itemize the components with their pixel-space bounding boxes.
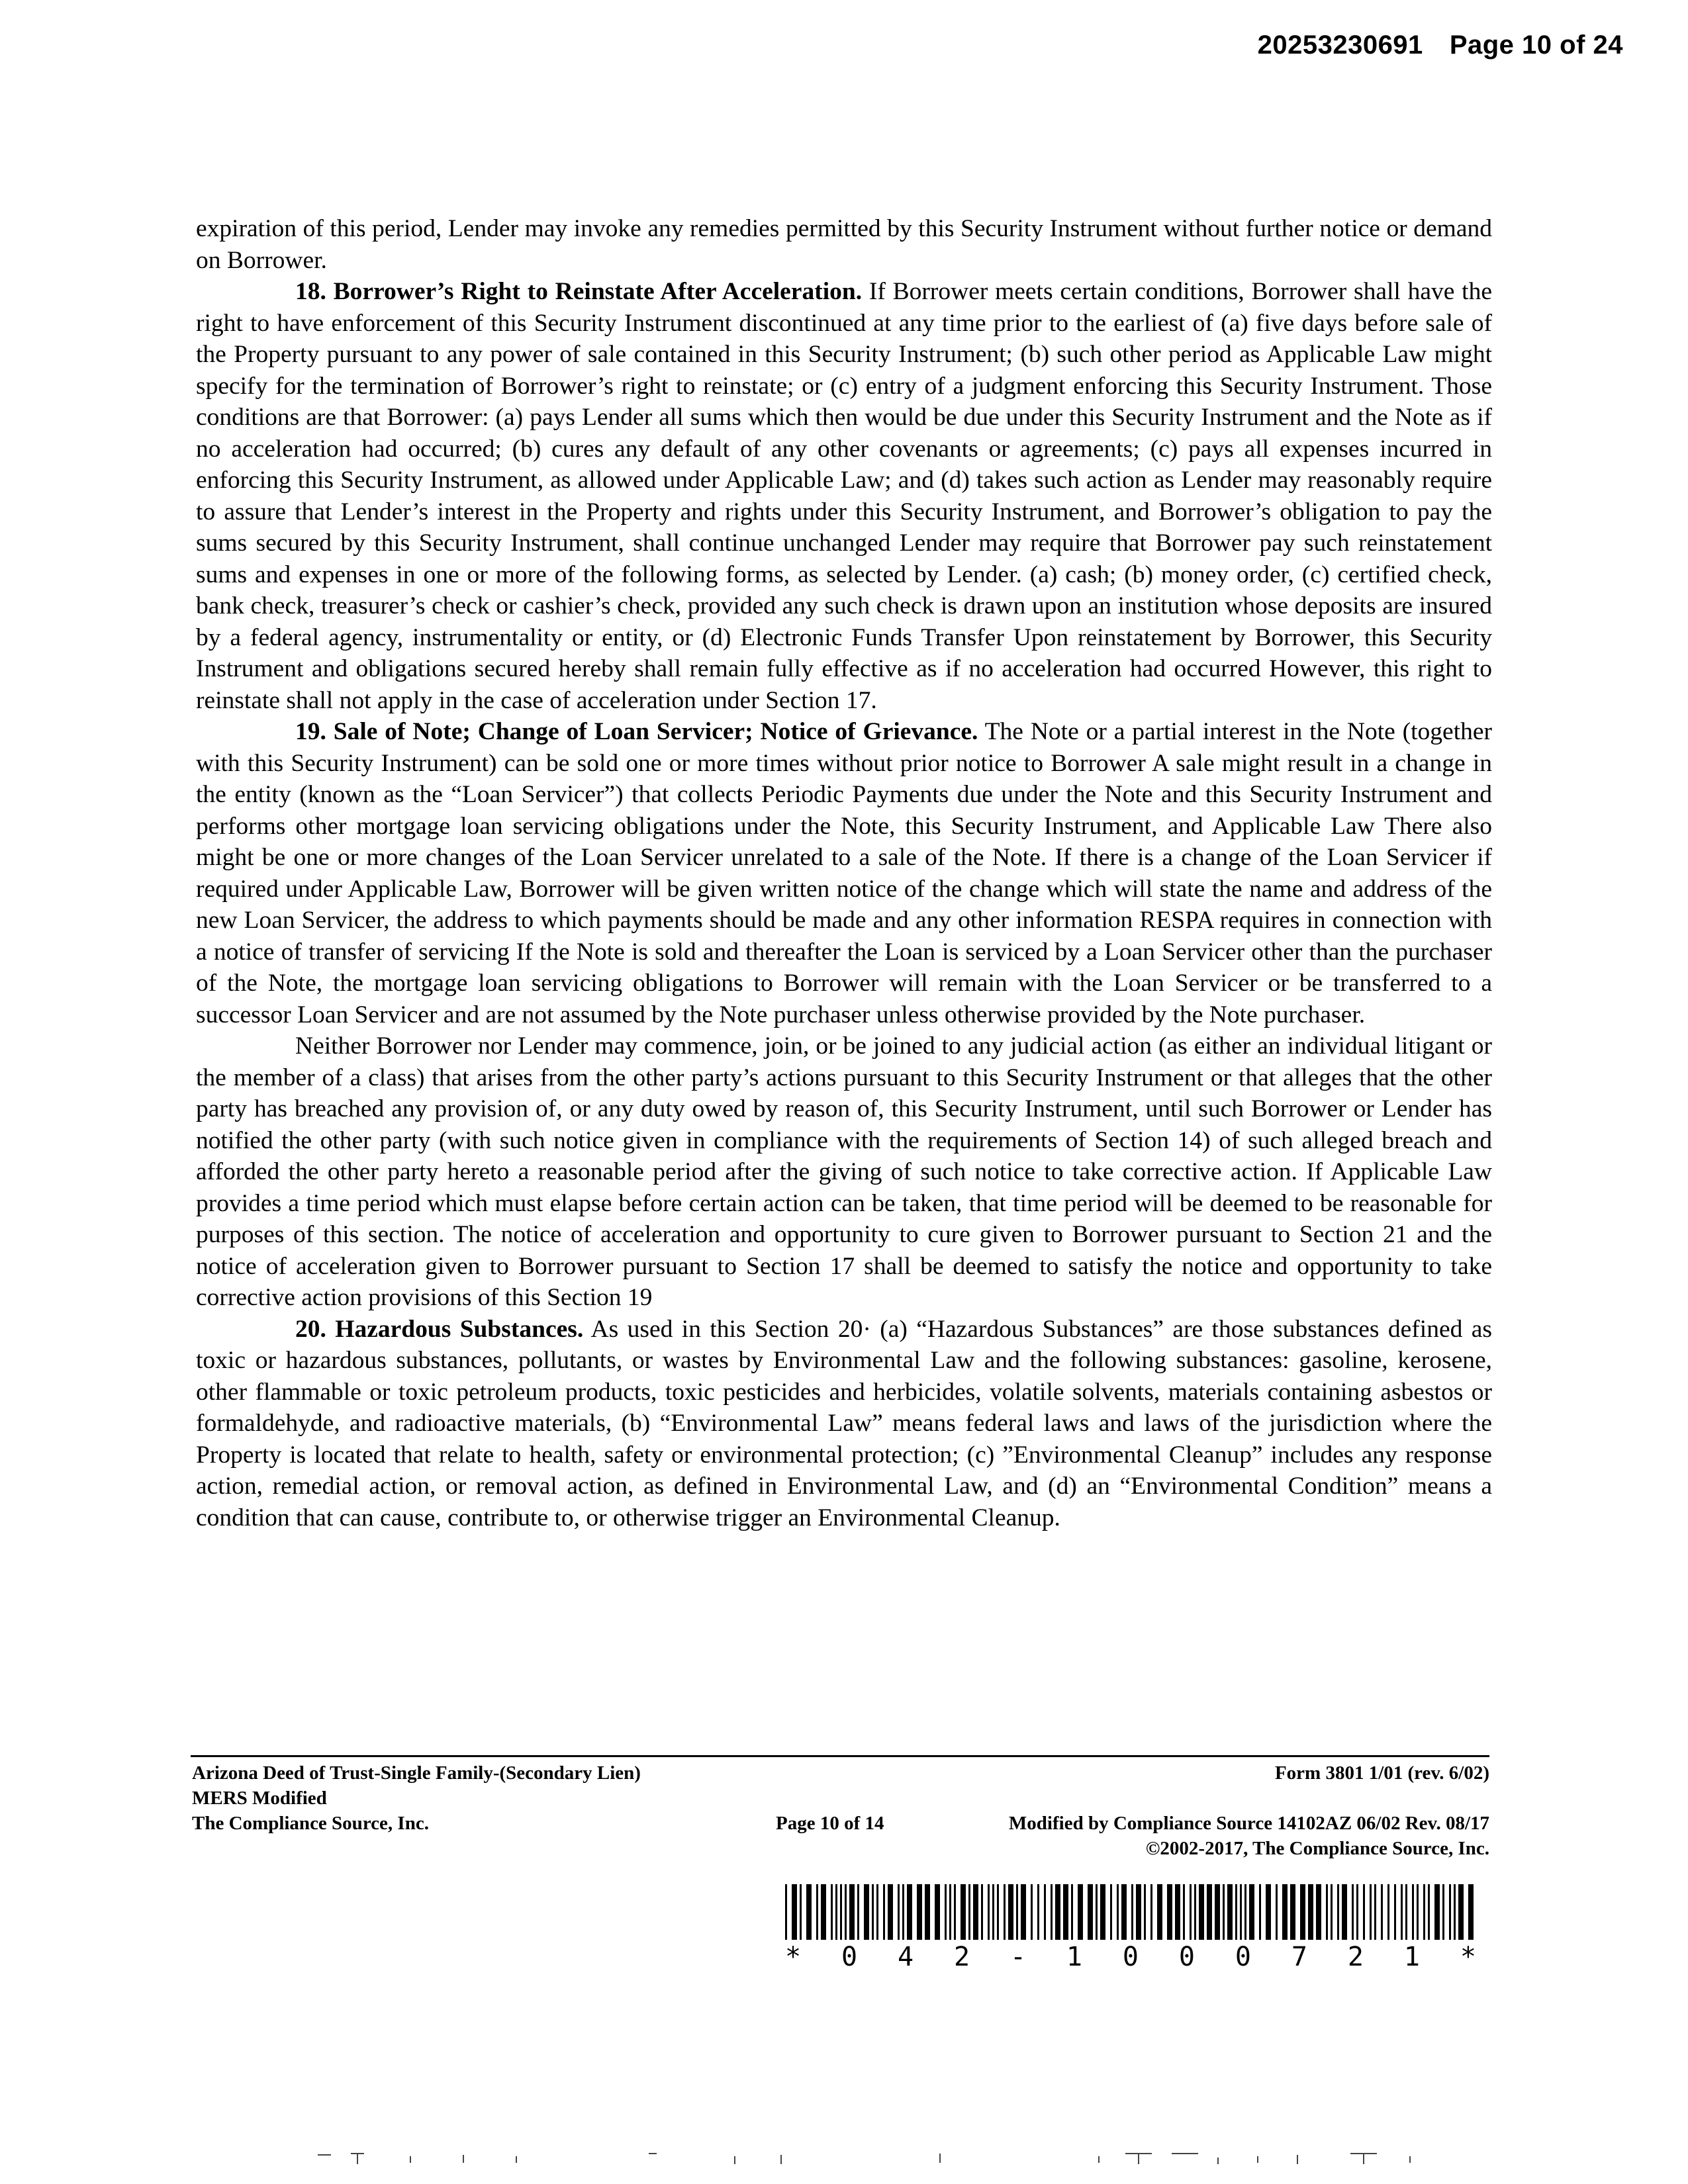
barcode-bar <box>945 1884 947 1940</box>
barcode-bar <box>1454 1884 1456 1940</box>
barcode-bar <box>935 1884 940 1940</box>
barcode-bar <box>1337 1884 1339 1940</box>
barcode-bar <box>872 1884 874 1940</box>
barcode-bar <box>1434 1884 1440 1940</box>
barcode-bar <box>845 1884 847 1940</box>
barcode-bar <box>1121 1884 1127 1940</box>
section-19 <box>196 716 1492 1030</box>
barcode-bar <box>1356 1884 1358 1940</box>
barcode-bar <box>1223 1884 1225 1940</box>
barcode-char: 7 <box>1291 1942 1307 1972</box>
barcode-bar <box>1300 1884 1305 1940</box>
barcode-bar <box>1088 1884 1093 1940</box>
barcode-bar <box>1016 1884 1018 1940</box>
barcode-bar <box>1150 1884 1152 1940</box>
barcode-char: * <box>1460 1942 1476 1972</box>
barcode-bar <box>1326 1884 1328 1940</box>
barcode-bar <box>1207 1884 1212 1940</box>
barcode-bar <box>1183 1884 1185 1940</box>
barcode-bar <box>949 1884 951 1940</box>
barcode-char: 0 <box>841 1942 858 1972</box>
paragraph-neither: Neither Borrower nor Lender may commence, join, or be joined to any judicial action (as either an individual litigant or the member of a class) that arises from the other party’s actions pursuant to this Security Instrument or that alleges that the other party has breached any provision of, or any duty owed by reason of, this Security Instrument, until such Borrower or Lender has notified the other party (with such notice given in compliance with the requirements of Section 14) of such alleged breach and afforded the other party hereto a reasonable period after the giving of such notice to take corrective action. If Applicable Law provides a time period which must elapse before certain action can be taken, that time period will be deemed to be reasonable for purposes of this section. The notice of acceleration and opportunity to cure given to Borrower pursuant to Section 21 and the notice of acceleration given to Borrower pursuant to Section 17 shall be deemed to satisfy the notice and opportunity to take corrective action provisions of this Section 19 <box>196 1032 1492 1311</box>
section-19-text: The Note or a partial interest in the Note (together with this Security Instrument) can be sold one or more times without prior notice to Borrower A sale might result in a change in the entity (known as the “Loan Servicer”) that collects Periodic Payments due under the Note and this Security Instrument and performs other mortgage loan servicing obligations under the Note, this Security Instrument, and Applicable Law There also might be one or more changes of the Loan Servicer unrelated to a sale of the Note. If there is a change of the Loan Servicer if required under Applicable Law, Borrower will be given written notice of the change which will state the name and address of the new Loan Servicer, the address to which payments should be made and any other information RESPA requires in connection with a notice of transfer of servicing If the Note is sold and thereafter the Loan is serviced by a Loan Servicer other than the purchaser of the Note, the mortgage loan servicing obligations to Borrower will remain with the Loan Servicer or be transferred to a successor Loan Servicer and are not assumed by the Note purchaser unless otherwise provided by the Note purchaser. <box>196 718 1492 1028</box>
barcode-bar <box>1290 1884 1295 1940</box>
barcode-bar <box>1071 1884 1073 1940</box>
barcode-bar <box>1266 1884 1271 1940</box>
barcode-bar <box>840 1884 842 1940</box>
barcode-char: 0 <box>1178 1942 1195 1972</box>
barcode-char: 4 <box>897 1942 914 1972</box>
section-20 <box>196 1314 1492 1534</box>
barcode-bar <box>1428 1884 1430 1940</box>
barcode-bar <box>1063 1884 1068 1940</box>
barcode-bar <box>1244 1884 1246 1940</box>
barcode-bar <box>876 1884 878 1940</box>
barcode-char: 2 <box>953 1942 970 1972</box>
barcode-bar <box>816 1884 818 1940</box>
company-name: The Compliance Source, Inc. <box>192 1813 429 1834</box>
section-20-heading: 20. Hazardous Substances. <box>295 1315 584 1343</box>
form-title: Arizona Deed of Trust-Single Family-(Secondary Lien) <box>192 1762 641 1784</box>
barcode-bar <box>1235 1884 1237 1940</box>
barcode-bar <box>925 1884 930 1940</box>
barcode-bar <box>1276 1884 1278 1940</box>
barcode-bar <box>1167 1884 1172 1940</box>
barcode-bar <box>961 1884 966 1940</box>
barcode-bar <box>857 1884 859 1940</box>
barcode-char: 1 <box>1403 1942 1420 1972</box>
section-18-heading: 18. Borrower’s Right to Reinstate After Acceleration. <box>295 278 863 305</box>
barcode-bar <box>864 1884 869 1940</box>
barcode-bar <box>1194 1884 1196 1940</box>
barcode <box>785 1884 1476 1940</box>
barcode-bar <box>849 1884 855 1940</box>
barcode-bar <box>973 1884 978 1940</box>
barcode-bar <box>785 1884 787 1940</box>
barcode-bar <box>1374 1884 1376 1940</box>
barcode-bar <box>902 1884 904 1940</box>
form-page-number: Page 10 of 14 <box>776 1813 884 1834</box>
barcode-bar <box>992 1884 994 1940</box>
barcode-bar <box>1405 1884 1407 1940</box>
footer-left <box>192 1760 641 1836</box>
barcode-bar <box>1100 1884 1105 1940</box>
barcode-bar <box>1352 1884 1354 1940</box>
barcode-bar <box>997 1884 999 1940</box>
document-body <box>196 213 1492 1533</box>
barcode-bar <box>981 1884 983 1940</box>
barcode-bar <box>1387 1884 1389 1940</box>
barcode-bar <box>1044 1884 1046 1940</box>
section-19-heading: 19. Sale of Note; Change of Loan Servicer; Notice of Grievance. <box>295 718 978 745</box>
barcode-bar <box>1331 1884 1333 1940</box>
barcode-char: 0 <box>1235 1942 1251 1972</box>
barcode-bar <box>1157 1884 1162 1940</box>
section-20-text: As used in this Section 20· (a) “Hazardous Substances” are those substances defined as toxic or hazardous substances, pollutants, or wastes by Environmental Law and the following substances: gasoline, kerosene, other flammable or toxic petroleum products, toxic pesticides and herbicides, volatile solvents, materials containing asbestos or formaldehyde, and radioactive materials, (b) “Environmental Law” means federal laws and laws of the jurisdiction where the Property is located that relate to health, safety or environmental protection; (c) ”Environmental Cleanup” includes any response action, remedial action, or removal action, as defined in Environmental Law, and (d) an “Environmental Condition” means a condition that can cause, contribute to, or otherwise trigger an Environmental Cleanup. <box>196 1315 1492 1531</box>
barcode-bar <box>1381 1884 1383 1940</box>
modified-by: Modified by Compliance Source 14102AZ 06/02 Rev. 08/17 <box>1008 1813 1489 1834</box>
barcode-bar <box>1215 1884 1220 1940</box>
barcode-bar <box>1249 1884 1254 1940</box>
barcode-bar <box>1021 1884 1026 1940</box>
barcode-bar <box>1412 1884 1414 1940</box>
barcode-bar <box>1316 1884 1321 1940</box>
barcode-bar <box>1468 1884 1474 1940</box>
barcode-char: - <box>1009 1942 1027 1972</box>
barcode-bar <box>1096 1884 1098 1940</box>
barcode-bar <box>1008 1884 1013 1940</box>
barcode-bar <box>1240 1884 1242 1940</box>
mers-label: MERS Modified <box>192 1788 327 1809</box>
barcode-bar <box>1282 1884 1288 1940</box>
recording-page-label: Page 10 of 24 <box>1449 30 1623 60</box>
barcode-char: 0 <box>1122 1942 1139 1972</box>
section-18-text: If Borrower meets certain conditions, Borrower shall have the right to have enforcement of this Security Instrument discontinued at any time prior to the earliest of (a) five days before sale of the Property pursuant to any power of sale contained in this Security Instrument; (b) such other period as Applicable Law might specify for the termination of Borrower’s right to reinstate; or (c) entry of a judgment enforcing this Security Instrument. Those conditions are that Borrower: (a) pays Lender all sums which then would be due under this Security Instrument and the Note as if no acceleration had occurred; (b) cures any default of any other covenants or agreements; (c) pays all expenses incurred in enforcing this Security Instrument, as allowed under Applicable Law; and (d) takes such action as Lender may reasonably require to assure that Lender’s interest in the Property and rights under this Security Instrument, and Borrower’s obligation to pay the sums secured by this Security Instrument, shall continue unchanged Lender may require that Borrower pay such reinstatement sums and expenses in one or more of the following forms, as selected by Lender. (a) cash; (b) money order, (c) certified check, bank check, treasurer’s check or cashier’s check, provided any such check is drawn upon an institution whose deposits are insured by a federal agency, instrumentality or entity, or (d) Electronic Funds Transfer Upon reinstatement by Borrower, this Security Instrument and obligations secured hereby shall remain fully effective as if no acceleration had occurred However, this right to reinstate shall not apply in the case of acceleration under Section 17. <box>196 278 1492 714</box>
copyright: ©2002-2017, The Compliance Source, Inc. <box>1145 1838 1489 1859</box>
barcode-bar <box>883 1884 885 1940</box>
form-number: Form 3801 1/01 (rev. 6/02) <box>1274 1762 1489 1784</box>
barcode-bar <box>806 1884 812 1940</box>
barcode-char: 2 <box>1347 1942 1364 1972</box>
barcode-bar <box>1051 1884 1053 1940</box>
barcode-bar <box>1442 1884 1444 1940</box>
scan-artifacts <box>318 2150 1443 2169</box>
barcode-bar <box>831 1884 833 1940</box>
barcode-bar <box>1055 1884 1060 1940</box>
barcode-bar <box>1417 1884 1419 1940</box>
barcode-bar <box>1136 1884 1141 1940</box>
barcode-text <box>785 1942 1476 1972</box>
barcode-bar <box>954 1884 956 1940</box>
barcode-bar <box>1259 1884 1261 1940</box>
barcode-bar <box>1110 1884 1112 1940</box>
barcode-bar <box>888 1884 893 1940</box>
barcode-bar <box>1004 1884 1006 1940</box>
recording-stamp <box>1258 30 1623 60</box>
barcode-bar <box>1308 1884 1313 1940</box>
barcode-bar <box>1031 1884 1033 1940</box>
barcode-bar <box>1449 1884 1451 1940</box>
barcode-char: 1 <box>1066 1942 1083 1972</box>
barcode-bar <box>835 1884 837 1940</box>
barcode-bar <box>968 1884 970 1940</box>
barcode-bar <box>1370 1884 1372 1940</box>
barcode-bar <box>1227 1884 1233 1940</box>
barcode-bar <box>1363 1884 1365 1940</box>
barcode-bar <box>800 1884 802 1940</box>
barcode-bar <box>988 1884 990 1940</box>
section-18 <box>196 276 1492 716</box>
barcode-char: * <box>785 1942 802 1972</box>
barcode-bar <box>1117 1884 1119 1940</box>
barcode-bar <box>1190 1884 1192 1940</box>
barcode-bar <box>821 1884 826 1940</box>
barcode-bar <box>1401 1884 1403 1940</box>
barcode-bar <box>1037 1884 1039 1940</box>
barcode-bar <box>907 1884 912 1940</box>
barcode-bar <box>1078 1884 1083 1940</box>
recording-number: 20253230691 <box>1257 30 1423 60</box>
barcode-bar <box>1394 1884 1396 1940</box>
barcode-bar <box>1342 1884 1347 1940</box>
barcode-bar <box>1131 1884 1133 1940</box>
footer-divider <box>191 1755 1489 1757</box>
footer-right <box>1009 1811 1489 1861</box>
paragraph-continuation: expiration of this period, Lender may invoke any remedies permitted by this Security Instrument without further notice or demand on Borrower. <box>196 215 1492 274</box>
barcode-bar <box>792 1884 797 1940</box>
barcode-bar <box>917 1884 922 1940</box>
barcode-bar <box>1199 1884 1204 1940</box>
barcode-bar <box>1458 1884 1464 1940</box>
barcode-bar <box>1175 1884 1180 1940</box>
barcode-bar <box>898 1884 900 1940</box>
barcode-bar <box>1144 1884 1146 1940</box>
barcode-bar <box>1423 1884 1425 1940</box>
